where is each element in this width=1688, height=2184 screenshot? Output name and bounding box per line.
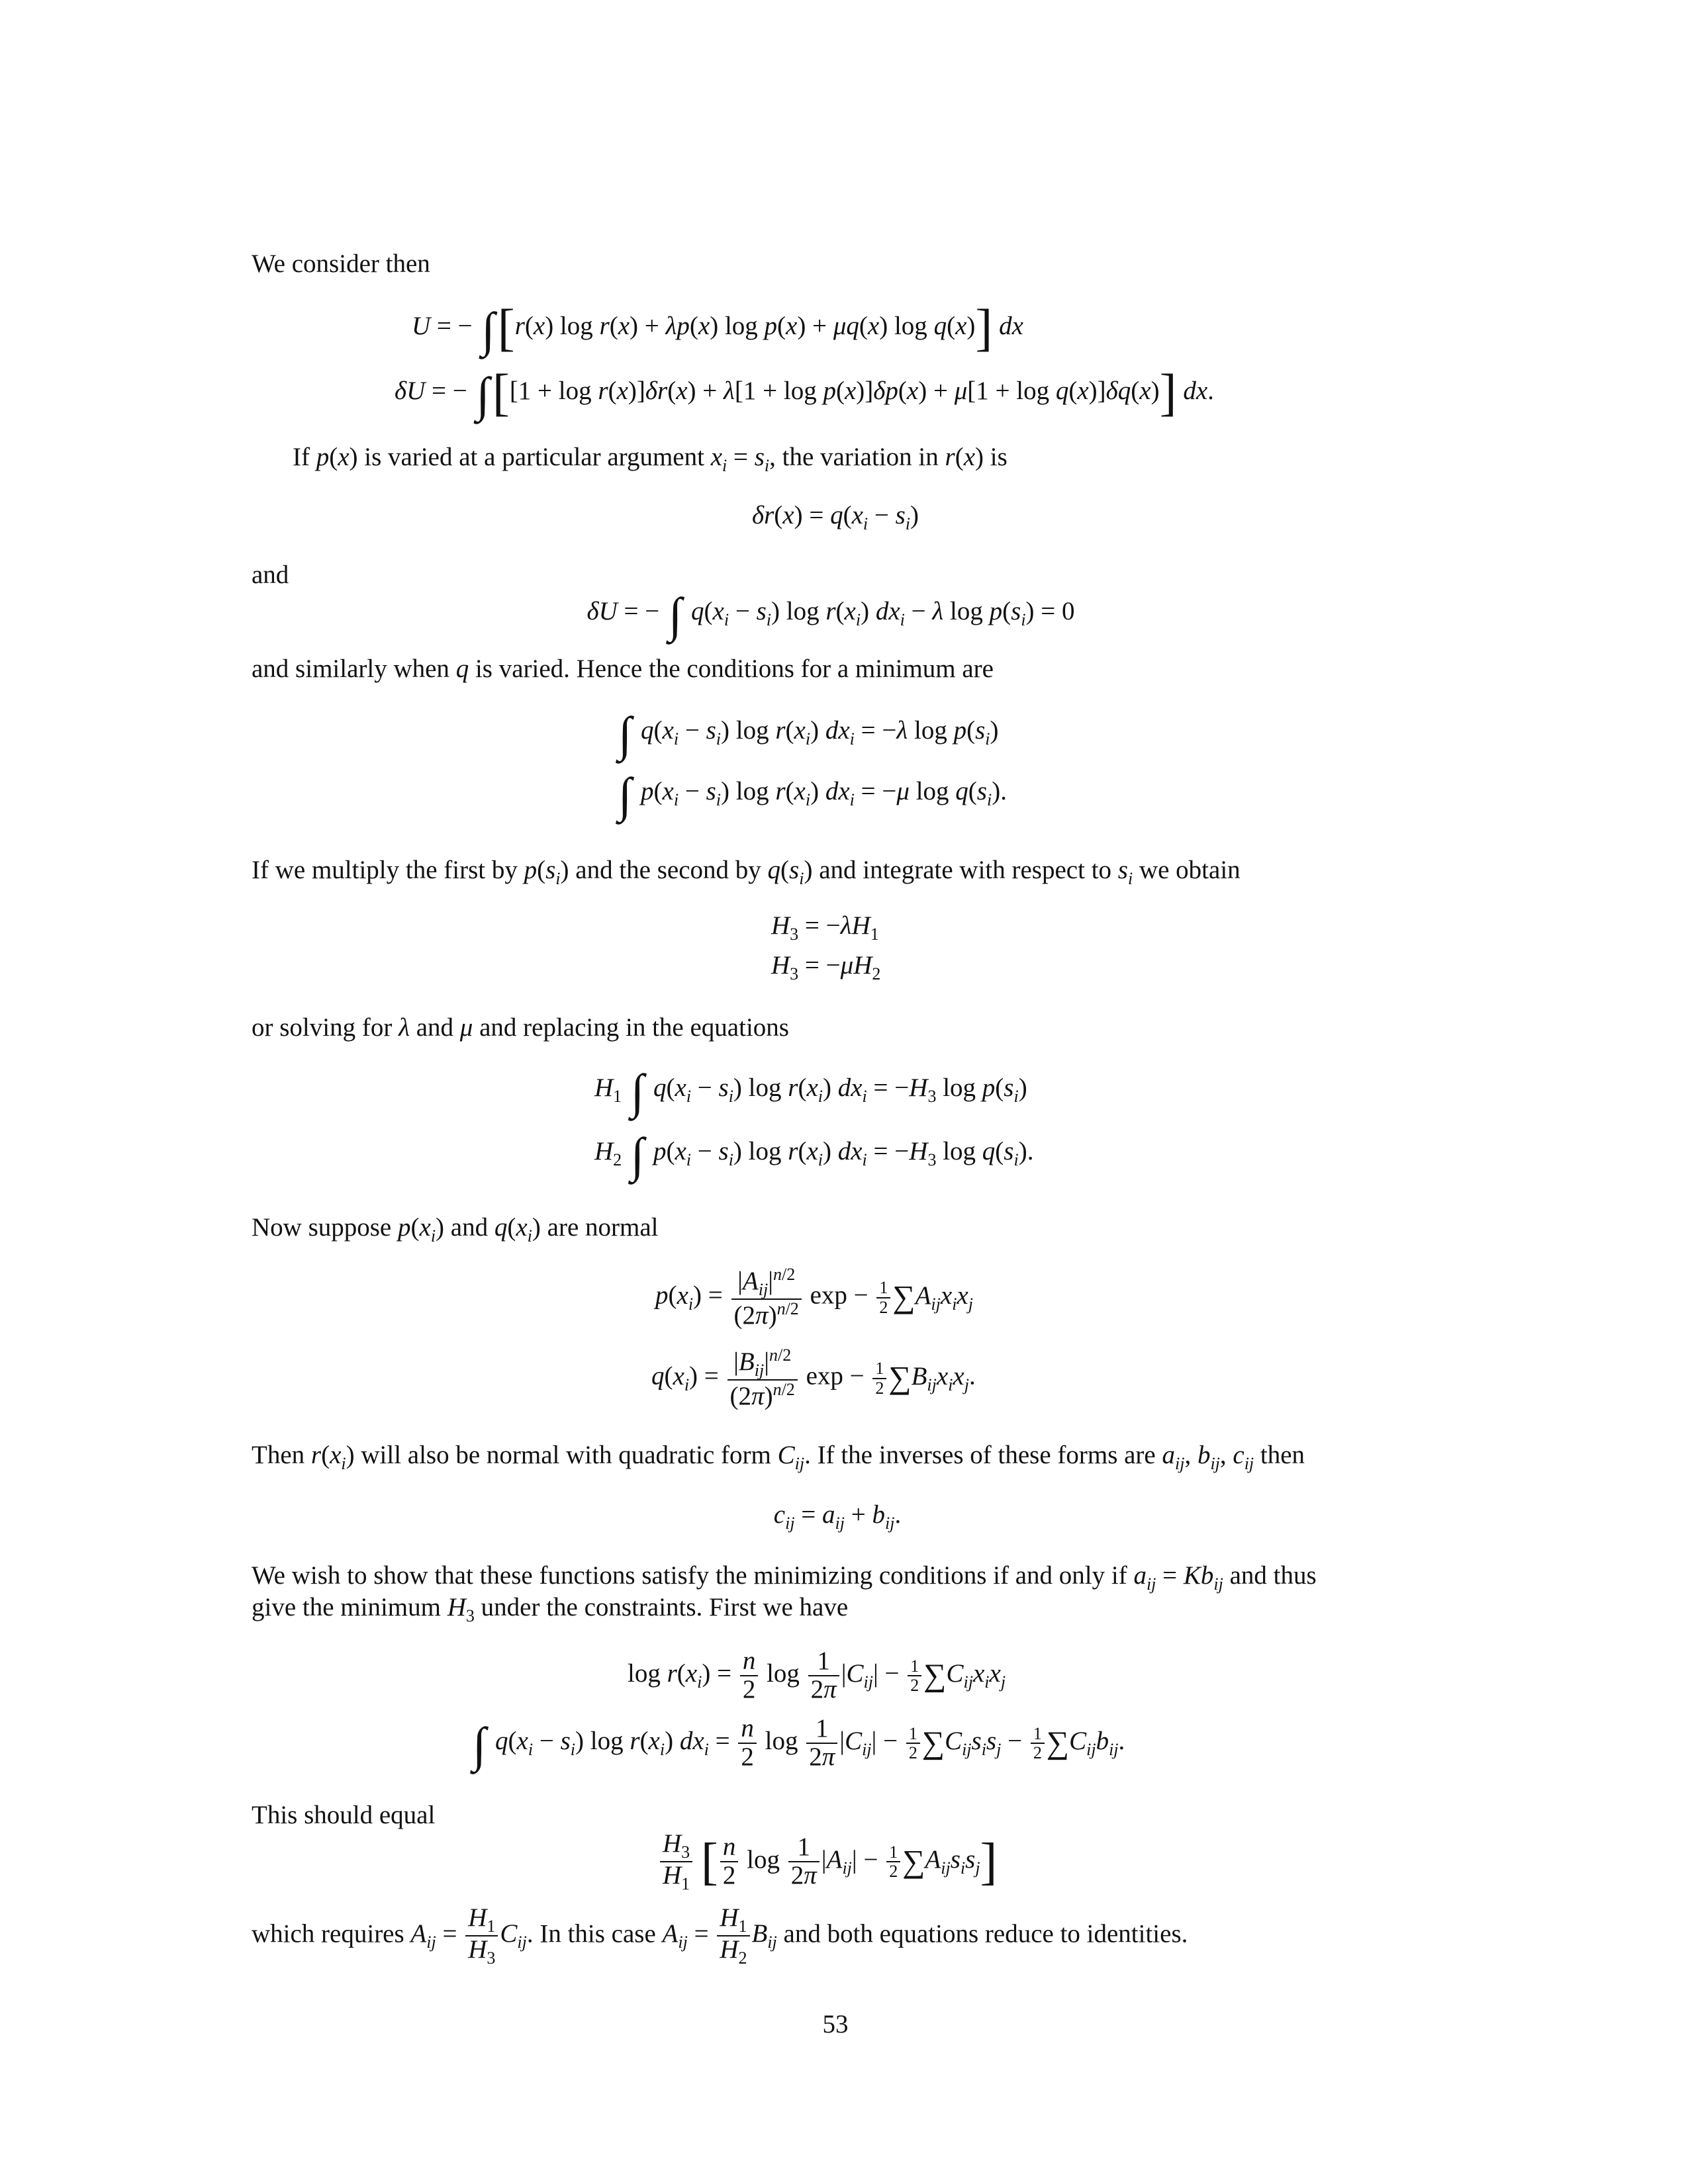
- text-we-consider: We consider then: [252, 250, 430, 278]
- text-now-suppose: Now suppose $p(x_i)$ and $q(x_i)$ are normal: [252, 1213, 659, 1246]
- text-which-requires: which requires $A_{ij}$ = $\frac{H_1}{H_3}$ $C_{ij}$. In this case $A_{ij}$ = $\frac{H_1}{H_2}$ $B_{ij}$ and both equations reduce to identities.: [252, 1903, 1188, 1968]
- equation-H3-mu: $H_3 = -\mu H_2$: [771, 951, 881, 983]
- equation-H2-integral: $H_2$ ∫ $p(x_i - s_i)$ $\log r(x_i) dx_i = -H_3$ $\log q(s_i)$.: [594, 1128, 1034, 1183]
- text-multiply: If we multiply the first by $p(s_i)$ and the second by $q(s_i)$ and integrate with respect to $s_i$ we obtain: [252, 856, 1241, 888]
- equation-condition-1: ∫ $q(x_i - s_i)$ $\log r(x_i) dx_i = -\lambda$ $\log p(s_i)$: [618, 707, 999, 762]
- equation-should-equal: $\frac{H_3}{H_1}$ [ $\frac{n}{2}$ log $\frac{1}{2\pi}$ $|A_{ij}|$ − $\frac{1}{2}$ $\sum A_{ij}s_is_j$]: [658, 1831, 998, 1893]
- equation-condition-2: ∫ $p(x_i - s_i)$ $\log r(x_i) dx_i = -\mu$ $\log q(s_i)$.: [618, 768, 1007, 823]
- text-similarly: and similarly when q is varied. Hence the conditions for a minimum are: [252, 655, 994, 683]
- page-number: 53: [822, 2010, 849, 2038]
- equation-delta-U-zero: δU = − ∫ $q(x_i - s_i)$ $\log r(x_i) dx_i - \lambda$ $\log p(s_i) = 0$: [586, 588, 1075, 643]
- equation-p-normal: $p(x_i)$ = $\frac{|A_{ij}|^{n/2}}{(2\pi)^{n/2}}$ exp − $\frac{1}{2}$ $\sum A_{ij}x_ix_j$: [655, 1265, 973, 1330]
- text-and: and: [252, 561, 289, 589]
- equation-log-r: $\log r(x_i)$ = $\frac{n}{2}$ log $\frac{1}{2\pi}$ $|C_{ij}|$ − $\frac{1}{2}$ $\sum C_{ij}x_ix_j$: [628, 1647, 1006, 1704]
- equation-integral-log-r: ∫ $q(x_i - s_i)$ $\log r(x_i) dx_i$ = $\frac{n}{2}$ log $\frac{1}{2\pi}$ $|C_{ij}|$ − $\frac{1}{2}$ $\sum C_{ij}s_is_j$ − $\frac{1}{2}$ $\sum C_{ij}b_{ij}$.: [473, 1714, 1125, 1772]
- text-we-wish-line-2: give the minimum $H_3$ under the constraints. First we have: [252, 1593, 849, 1625]
- equation-c-sum: $c_{ij} = a_{ij} + b_{ij}$.: [773, 1500, 902, 1533]
- equation-H3-lambda: $H_3 = -\lambda H_1$: [771, 911, 879, 944]
- equation-H1-integral: $H_1$ ∫ $q(x_i - s_i)$ $\log r(x_i) dx_i = -H_3$ $\log p(s_i)$: [594, 1065, 1027, 1119]
- equation-U: U = − ∫[r(x) log r(x) + λp(x) log p(x) + μq(x) log q(x)] dx: [412, 298, 1023, 357]
- text-should-equal: This should equal: [252, 1801, 436, 1829]
- text-we-wish-line-1: We wish to show that these functions satisfy the minimizing conditions if and only if $a_{ij} = Kb_{ij}$ and thus: [252, 1561, 1317, 1594]
- equation-delta-U: δU = − ∫[[1 + log r(x)]δr(x) + λ[1 + log p(x)]δp(x) + μ[1 + log q(x)]δq(x)] dx.: [395, 363, 1214, 422]
- equation-delta-r: $\delta r(x) = q(x_i - s_i)$: [751, 501, 919, 533]
- text-solving: or solving for λ and μ and replacing in the equations: [252, 1013, 789, 1042]
- text-if-p-varied: If p(x) is varied at a particular argument $x_i = s_i$, the variation in r(x) is: [293, 443, 1008, 475]
- text-then-r: Then $r(x_i)$ will also be normal with quadratic form $C_{ij}$. If the inverses of these forms are $a_{ij}$, $b_{ij}$, $c_{ij}$ then: [252, 1441, 1305, 1473]
- equation-q-normal: $q(x_i)$ = $\frac{|B_{ij}|^{n/2}}{(2\pi)^{n/2}}$ exp − $\frac{1}{2}$ $\sum B_{ij}x_ix_j$.: [651, 1345, 976, 1411]
